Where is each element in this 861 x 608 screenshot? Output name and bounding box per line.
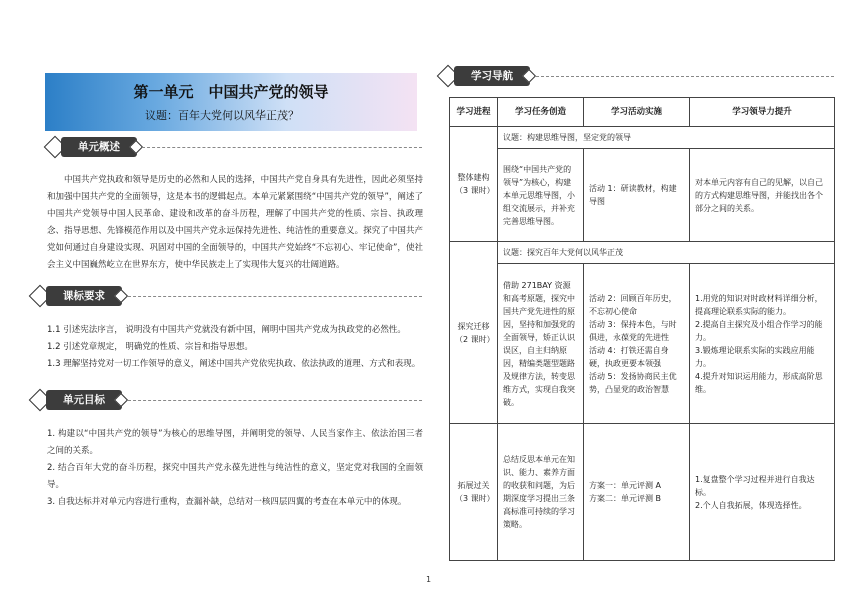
unit-banner: [45, 73, 417, 131]
ability-cell: [690, 424, 835, 561]
ability-cell: [690, 264, 835, 424]
table-row: [450, 264, 835, 424]
section-heading-label: 单元目标: [46, 390, 122, 410]
stage-hours: （3 课时）: [455, 186, 495, 195]
section-heading-label: 学习导航: [454, 66, 530, 86]
standard-item: 1.1 引述宪法序言， 说明没有中国共产党就没有新中国，阐明中国共产党成为执政党的必然性。: [47, 325, 406, 335]
stage-hours: （3 课时）: [455, 494, 495, 503]
activity-line: 活动 3：保持本色，与时俱进，永葆党的先进性: [589, 319, 677, 342]
section-heading-standards: [32, 286, 124, 306]
activity-line: 方案二：单元评测 B: [589, 494, 662, 503]
activity-line: 活动 5：发扬协商民主优势，凸显党的政治智慧: [589, 371, 677, 394]
activity-cell: [584, 264, 690, 424]
stage-name: 探究迁移: [457, 321, 490, 331]
standards-list: [47, 322, 423, 373]
stage-name: 整体建构: [457, 173, 490, 182]
goal-item: 2. 结合百年大党的奋斗历程，探究中国共产党永葆先进性与纯洁性的意义，坚定党对我国的全面领导。: [47, 463, 423, 490]
ability-cell: 对本单元内容有自己的见解，以自己的方式构建思维导图，并能找出各个部分之间的关系。: [690, 149, 835, 242]
goal-item: 3. 自我达标并对单元内容进行重构，查漏补缺，总结对一核四层四翼的考查在本单元中的体现。: [47, 497, 407, 507]
topic-cell: 议题：构建思维导图，坚定党的领导: [498, 127, 835, 149]
section-heading-guide: [440, 66, 532, 86]
ability-line: 1.用党的知识对时政材料详细分析，提高理论联系实际的能力。: [695, 293, 823, 316]
stage-cell: [450, 127, 498, 242]
activity-cell: 活动 1：研读教材，构建导图: [584, 149, 690, 242]
activity-line: 活动 2：回顾百年历史，不忘初心使命: [589, 293, 677, 316]
table-row: [450, 127, 835, 149]
table-row: [450, 149, 835, 242]
column-header: 学习进程: [450, 98, 498, 127]
goals-list: [47, 426, 423, 511]
stage-cell: [450, 424, 498, 561]
stage-hours: （2 课时）: [455, 334, 495, 344]
task-cell: 总结反思本单元在知识、能力、素养方面的收获和问题，为后期深度学习提出三条高标准可持续的学习策略。: [498, 424, 584, 561]
activity-line: 方案一：单元评测 A: [589, 481, 662, 490]
stage-cell: [450, 242, 498, 424]
ability-line: 2.个人自我拓展，体现选择性。: [695, 500, 807, 510]
task-cell: 围绕“中国共产党的领导”为核心，构建本单元思维导图，小组交流展示，并补充完善思维导图。: [498, 149, 584, 242]
section-heading-goals: [32, 390, 124, 410]
section-divider: [142, 147, 422, 149]
study-guide-table: [449, 97, 835, 561]
section-divider: [128, 296, 422, 298]
table-row: [450, 424, 835, 561]
section-heading-label: 课标要求: [46, 286, 122, 306]
activity-line: 活动 4：打铁还需自身硬，执政更要本领强: [589, 345, 669, 368]
unit-title: 第一单元 中国共产党的领导: [133, 83, 329, 101]
section-heading-label: 单元概述: [61, 137, 137, 157]
standard-item: 1.3 理解坚持党对一切工作领导的意义，阐述中国共产党依宪执政、依法执政的道理、方式和表现。: [47, 359, 421, 369]
ability-line: 2.提高自主探究及小组合作学习的能力。: [695, 319, 823, 342]
ability-line: 3.锻炼理论联系实际的实践应用能力。: [695, 345, 815, 368]
stage-name: 拓展过关: [457, 481, 490, 490]
table-header-row: [450, 98, 835, 127]
task-cell: 借助 271BAY 资源和高考原题，探究中国共产党先进性的原因，坚持和加强党的全面领导，矫正认识误区，自主归纳原因，精编类题型题路及规律方法，转变思维方式，实现自我突破。: [498, 264, 584, 424]
column-header: 学习领导力提升: [690, 98, 835, 127]
page-number: 1: [426, 575, 432, 584]
activity-cell: [584, 424, 690, 561]
topic-cell: 议题：探究百年大党何以风华正茂: [498, 242, 835, 264]
section-divider: [128, 400, 422, 402]
overview-text: [47, 172, 423, 274]
section-heading-overview: [47, 137, 139, 157]
table-row: [450, 242, 835, 264]
unit-subtitle: 议题：百年大党何以风华正茂？: [145, 109, 299, 122]
ability-line: 1.复盘整个学习过程并进行自我达标。: [695, 474, 815, 497]
ability-line: 4.提升对知识运用能力，形成高阶思维。: [695, 371, 823, 394]
column-header: 学习任务创造: [498, 98, 584, 127]
goal-item: 1. 构建以“中国共产党的领导”为核心的思维导图，并阐明党的领导、人民当家作主、依法治国三者之间的关系。: [47, 429, 423, 456]
section-divider: [536, 76, 834, 78]
standard-item: 1.2 引述党章规定， 明确党的性质、宗旨和指导思想。: [47, 342, 253, 352]
column-header: 学习活动实施: [584, 98, 690, 127]
overview-paragraph: 中国共产党执政和领导是历史的必然和人民的选择，中国共产党自身具有先进性，因此必须坚持和加强中国共产党的全面领导，这是本书的逻辑起点。本单元紧紧围绕“中国共产党的领导”，阐述了中国共产党领导中国人民革命、建设和改革的奋斗历程，理解了中国共产党的性质、宗旨、执政理念、指导思想、先锋模范作用以及中国共产党永远保持先进性、纯洁性的重要意义。探究了中国共产党如何通过自身建设实现、巩固对中国的全面领导的，中国共产党始终“不忘初心、牢记使命”，使社会主义中国巍然屹立在世界东方，使中华民族走上了实现伟大复兴的壮阔道路。: [47, 175, 423, 270]
